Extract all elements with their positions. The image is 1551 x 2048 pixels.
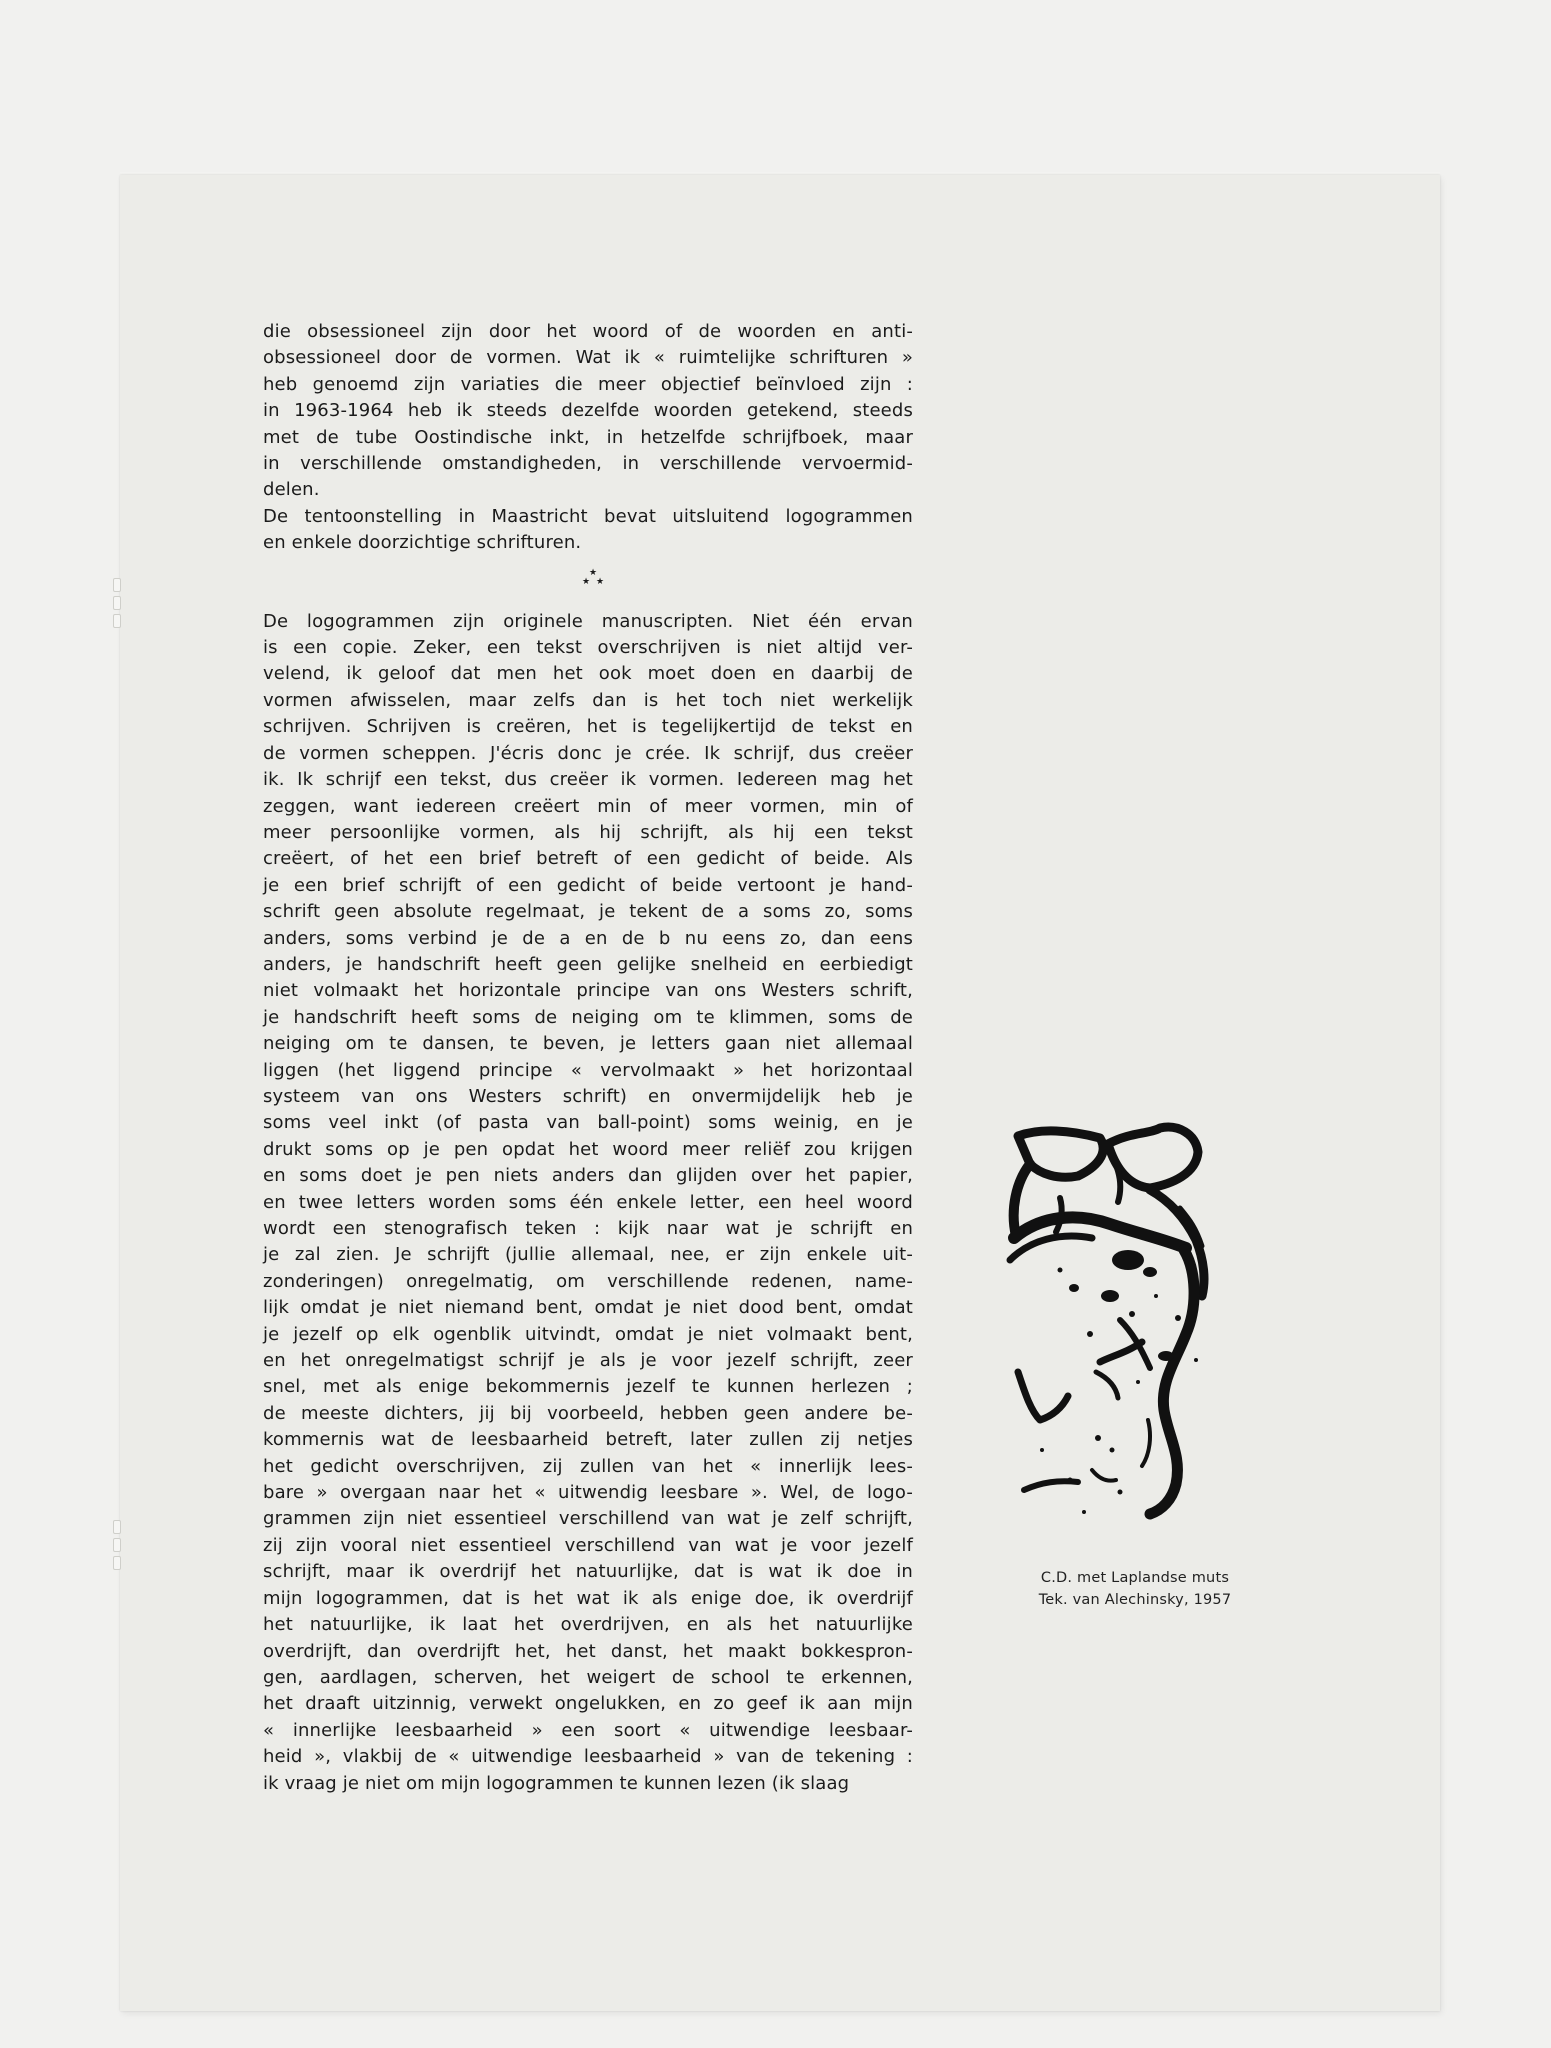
text-line: delen. <box>263 479 320 501</box>
staple-hole-icon <box>113 1538 121 1552</box>
text-line: gen, aardlagen, scherven, het weigert de school te erkennen, <box>263 1666 913 1688</box>
text-line: schrijven. Schrijven is creëren, het is tegelijkertijd de tekst en <box>263 716 913 738</box>
star-icon: ★ <box>596 576 605 587</box>
text-line: het gedicht overschrijven, zij zullen van het « innerlijk lees- <box>263 1455 913 1477</box>
text-line: wordt een stenografisch teken : kijk naar wat je schrijft en <box>263 1218 913 1239</box>
paragraph-1 <box>263 319 913 504</box>
text-line: anders, je handschrift heeft geen gelijke snelheid en eerbiedigt <box>263 953 913 975</box>
text-line: en enkele doorzichtige schrifturen. <box>263 532 582 554</box>
text-line: je zal zien. Je schrijft (jullie allemaal, nee, er zijn enkele uit- <box>263 1244 913 1266</box>
star-icon: ★ <box>582 576 591 587</box>
text-line: je handschrift heeft soms de neiging om te klimmen, soms de <box>263 1006 913 1028</box>
text-line: zonderingen) onregelmatig, om verschillende redenen, name- <box>263 1270 913 1292</box>
staple-hole-icon <box>113 1520 121 1534</box>
asterism-divider <box>263 557 913 609</box>
staple-hole-icon <box>113 1556 121 1570</box>
text-line: drukt soms op je pen opdat het woord meer reliëf zou krijgen <box>263 1138 913 1160</box>
text-line: De logogrammen zijn originele manuscripten. Niet één ervan <box>263 610 913 632</box>
binding-staples-top <box>113 578 123 632</box>
figure-caption <box>1000 1567 1270 1611</box>
text-line: en het onregelmatigst schrijf je als je voor jezelf schrijft, zeer <box>263 1350 913 1372</box>
paragraph-3 <box>263 609 913 1797</box>
text-line: de vormen scheppen. J'écris donc je crée. Ik schrijf, dus creëer <box>263 742 913 764</box>
text-line: mijn logogrammen, dat is het wat ik als enige doe, ik overdrijf <box>263 1587 913 1609</box>
text-line: is een copie. Zeker, een tekst overschrijven is niet altijd ver- <box>263 637 913 659</box>
text-column <box>263 319 913 1797</box>
text-line: lijk omdat je niet niemand bent, omdat je niet dood bent, omdat <box>263 1297 913 1319</box>
staple-hole-icon <box>113 578 121 592</box>
text-line: bare » overgaan naar het « uitwendig leesbare ». Wel, de logo- <box>263 1482 913 1504</box>
caption-line-1: C.D. met Laplandse muts <box>1040 1570 1230 1586</box>
text-line: schrift geen absolute regelmaat, je tekent de a soms zo, soms <box>263 901 913 923</box>
text-line: de meeste dichters, jij bij voorbeeld, hebben geen andere be- <box>263 1402 913 1424</box>
text-line: met de tube Oostindische inkt, in hetzelfde schrijfboek, maar <box>263 426 913 448</box>
text-line: soms veel inkt (of pasta van ball-point) soms weinig, en je <box>263 1112 913 1134</box>
text-line: snel, met als enige bekommernis jezelf te kunnen herlezen ; <box>263 1376 913 1398</box>
text-line: je een brief schrijft of een gedicht of beide vertoont je hand- <box>263 874 913 896</box>
staple-hole-icon <box>113 614 121 628</box>
text-line: ik vraag je niet om mijn logogrammen te kunnen lezen (ik slaag <box>263 1772 850 1794</box>
text-line: het natuurlijke, ik laat het overdrijven, en als het natuurlijke <box>263 1614 913 1636</box>
text-line: « innerlijke leesbaarheid » een soort « uitwendige leesbaar- <box>263 1719 913 1741</box>
text-line: velend, ik geloof dat men het ook moet doen en daarbij de <box>263 663 913 685</box>
text-line: ik. Ik schrijf een tekst, dus creëer ik vormen. Iedereen mag het <box>263 769 913 791</box>
text-line: De tentoonstelling in Maastricht bevat uitsluitend logogrammen <box>263 505 913 527</box>
text-line: grammen zijn niet essentieel verschillend van wat je zelf schrijft, <box>263 1508 913 1530</box>
text-line: heid », vlakbij de « uitwendige leesbaarheid » van de tekening : <box>263 1746 913 1768</box>
paragraph-2 <box>263 504 913 557</box>
text-line: anders, soms verbind je de a en de b nu eens zo, dan eens <box>263 927 913 949</box>
text-line: schrijft, maar ik overdrijf het natuurlijke, dat is wat ik doe in <box>263 1561 913 1583</box>
text-line: zij zijn vooral niet essentieel verschillend van wat je voor jezelf <box>263 1534 913 1556</box>
text-line: systeem van ons Westers schrift) en onvermijdelijk heb je <box>263 1085 913 1107</box>
staple-hole-icon <box>113 596 121 610</box>
text-line: zeggen, want iedereen creëert min of meer vormen, min of <box>263 795 913 817</box>
text-line: creëert, of het een brief betreft of een gedicht of beide. Als <box>263 848 913 870</box>
text-line: en soms doet je pen niets anders dan glijden over het papier, <box>263 1165 913 1187</box>
ink-portrait-drawing-icon <box>1000 1120 1270 1520</box>
text-line: het draaft uitzinnig, verwekt ongelukken, en zo geef ik aan mijn <box>263 1693 913 1715</box>
text-line: heb genoemd zijn variaties die meer objectief beïnvloed zijn : <box>263 373 913 395</box>
text-line: in verschillende omstandigheden, in verschillende vervoermid- <box>263 453 913 475</box>
star-icon: ★ <box>589 567 598 578</box>
text-line: obsessioneel door de vormen. Wat ik « ruimtelijke schrifturen » <box>263 347 913 369</box>
text-line: je jezelf op elk ogenblik uitvindt, omdat je niet volmaakt bent, <box>263 1323 913 1345</box>
text-line: neiging om te dansen, te beven, je letters gaan niet allemaal <box>263 1033 913 1055</box>
text-line: overdrijft, dan overdrijft het, het danst, het maakt bokkespron- <box>263 1640 913 1662</box>
text-line: die obsessioneel zijn door het woord of de woorden en anti- <box>263 321 913 342</box>
text-line: kommernis wat de leesbaarheid betreft, later zullen zij netjes <box>263 1429 913 1451</box>
text-line: niet volmaakt het horizontale principe van ons Westers schrift, <box>263 980 913 1002</box>
text-line: vormen afwisselen, maar zelfs dan is het toch niet werkelijk <box>263 689 913 711</box>
text-line: liggen (het liggend principe « vervolmaakt » het horizontaal <box>263 1059 913 1081</box>
text-line: in 1963-1964 heb ik steeds dezelfde woorden getekend, steeds <box>263 400 913 422</box>
text-line: meer persoonlijke vormen, als hij schrijft, als hij een tekst <box>263 821 913 843</box>
text-line: en twee letters worden soms één enkele letter, een heel woord <box>263 1191 913 1213</box>
ink-portrait-drawing <box>1000 1120 1270 1520</box>
binding-staples-bottom <box>113 1520 123 1574</box>
caption-line-2: Tek. van Alechinsky, 1957 <box>1038 1592 1232 1608</box>
